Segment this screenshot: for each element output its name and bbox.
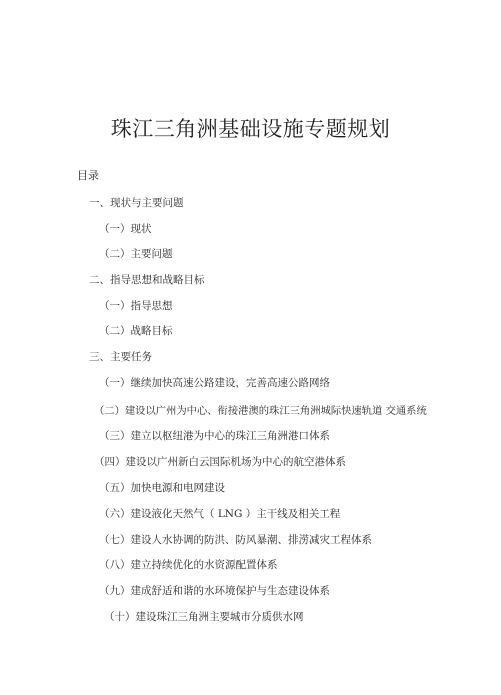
toc-item: （十）建设珠江三角洲主要城市分质供水网 <box>104 611 304 623</box>
toc-item: （八）建立持续优化的水资源配置体系 <box>99 559 278 571</box>
toc-item: （五）加快电源和电网建设 <box>99 482 225 494</box>
toc-item: （二）主要问题 <box>99 248 173 260</box>
document-title: 珠江三角洲基础设施专题规划 <box>110 117 391 141</box>
toc-item: 三、主要任务 <box>89 351 152 363</box>
toc-item: （一）现状 <box>99 223 152 235</box>
toc-item: 一、现状与主要问题 <box>89 197 184 209</box>
toc-heading: 目录 <box>77 169 99 182</box>
toc-item: （四）建设以广州新白云国际机场为中心的航空港体系 <box>94 456 346 468</box>
toc-item: 二、指导思想和战略目标 <box>89 274 205 286</box>
toc-item: （二）战略目标 <box>99 325 173 337</box>
toc-item: （七）建设人水协调的防洪、防风暴潮、排涝减灾工程体系 <box>99 534 372 546</box>
toc-item: （六）建设液化天然气（ LNG ）主干线及相关工程 <box>99 508 341 520</box>
toc-item: （一）指导思想 <box>99 300 173 312</box>
toc-item: （九）建成舒适和谐的水环境保护与生态建设体系 <box>99 585 330 597</box>
toc-item: （三）建立以枢纽港为中心的珠江三角洲港口体系 <box>99 430 330 442</box>
toc-item: （一）继续加快高速公路建设，完善高速公路网络 <box>99 377 330 389</box>
toc-item: （二）建设以广州为中心、衔接港澳的珠江三角洲城际快速轨道 交通系统 <box>94 405 427 417</box>
